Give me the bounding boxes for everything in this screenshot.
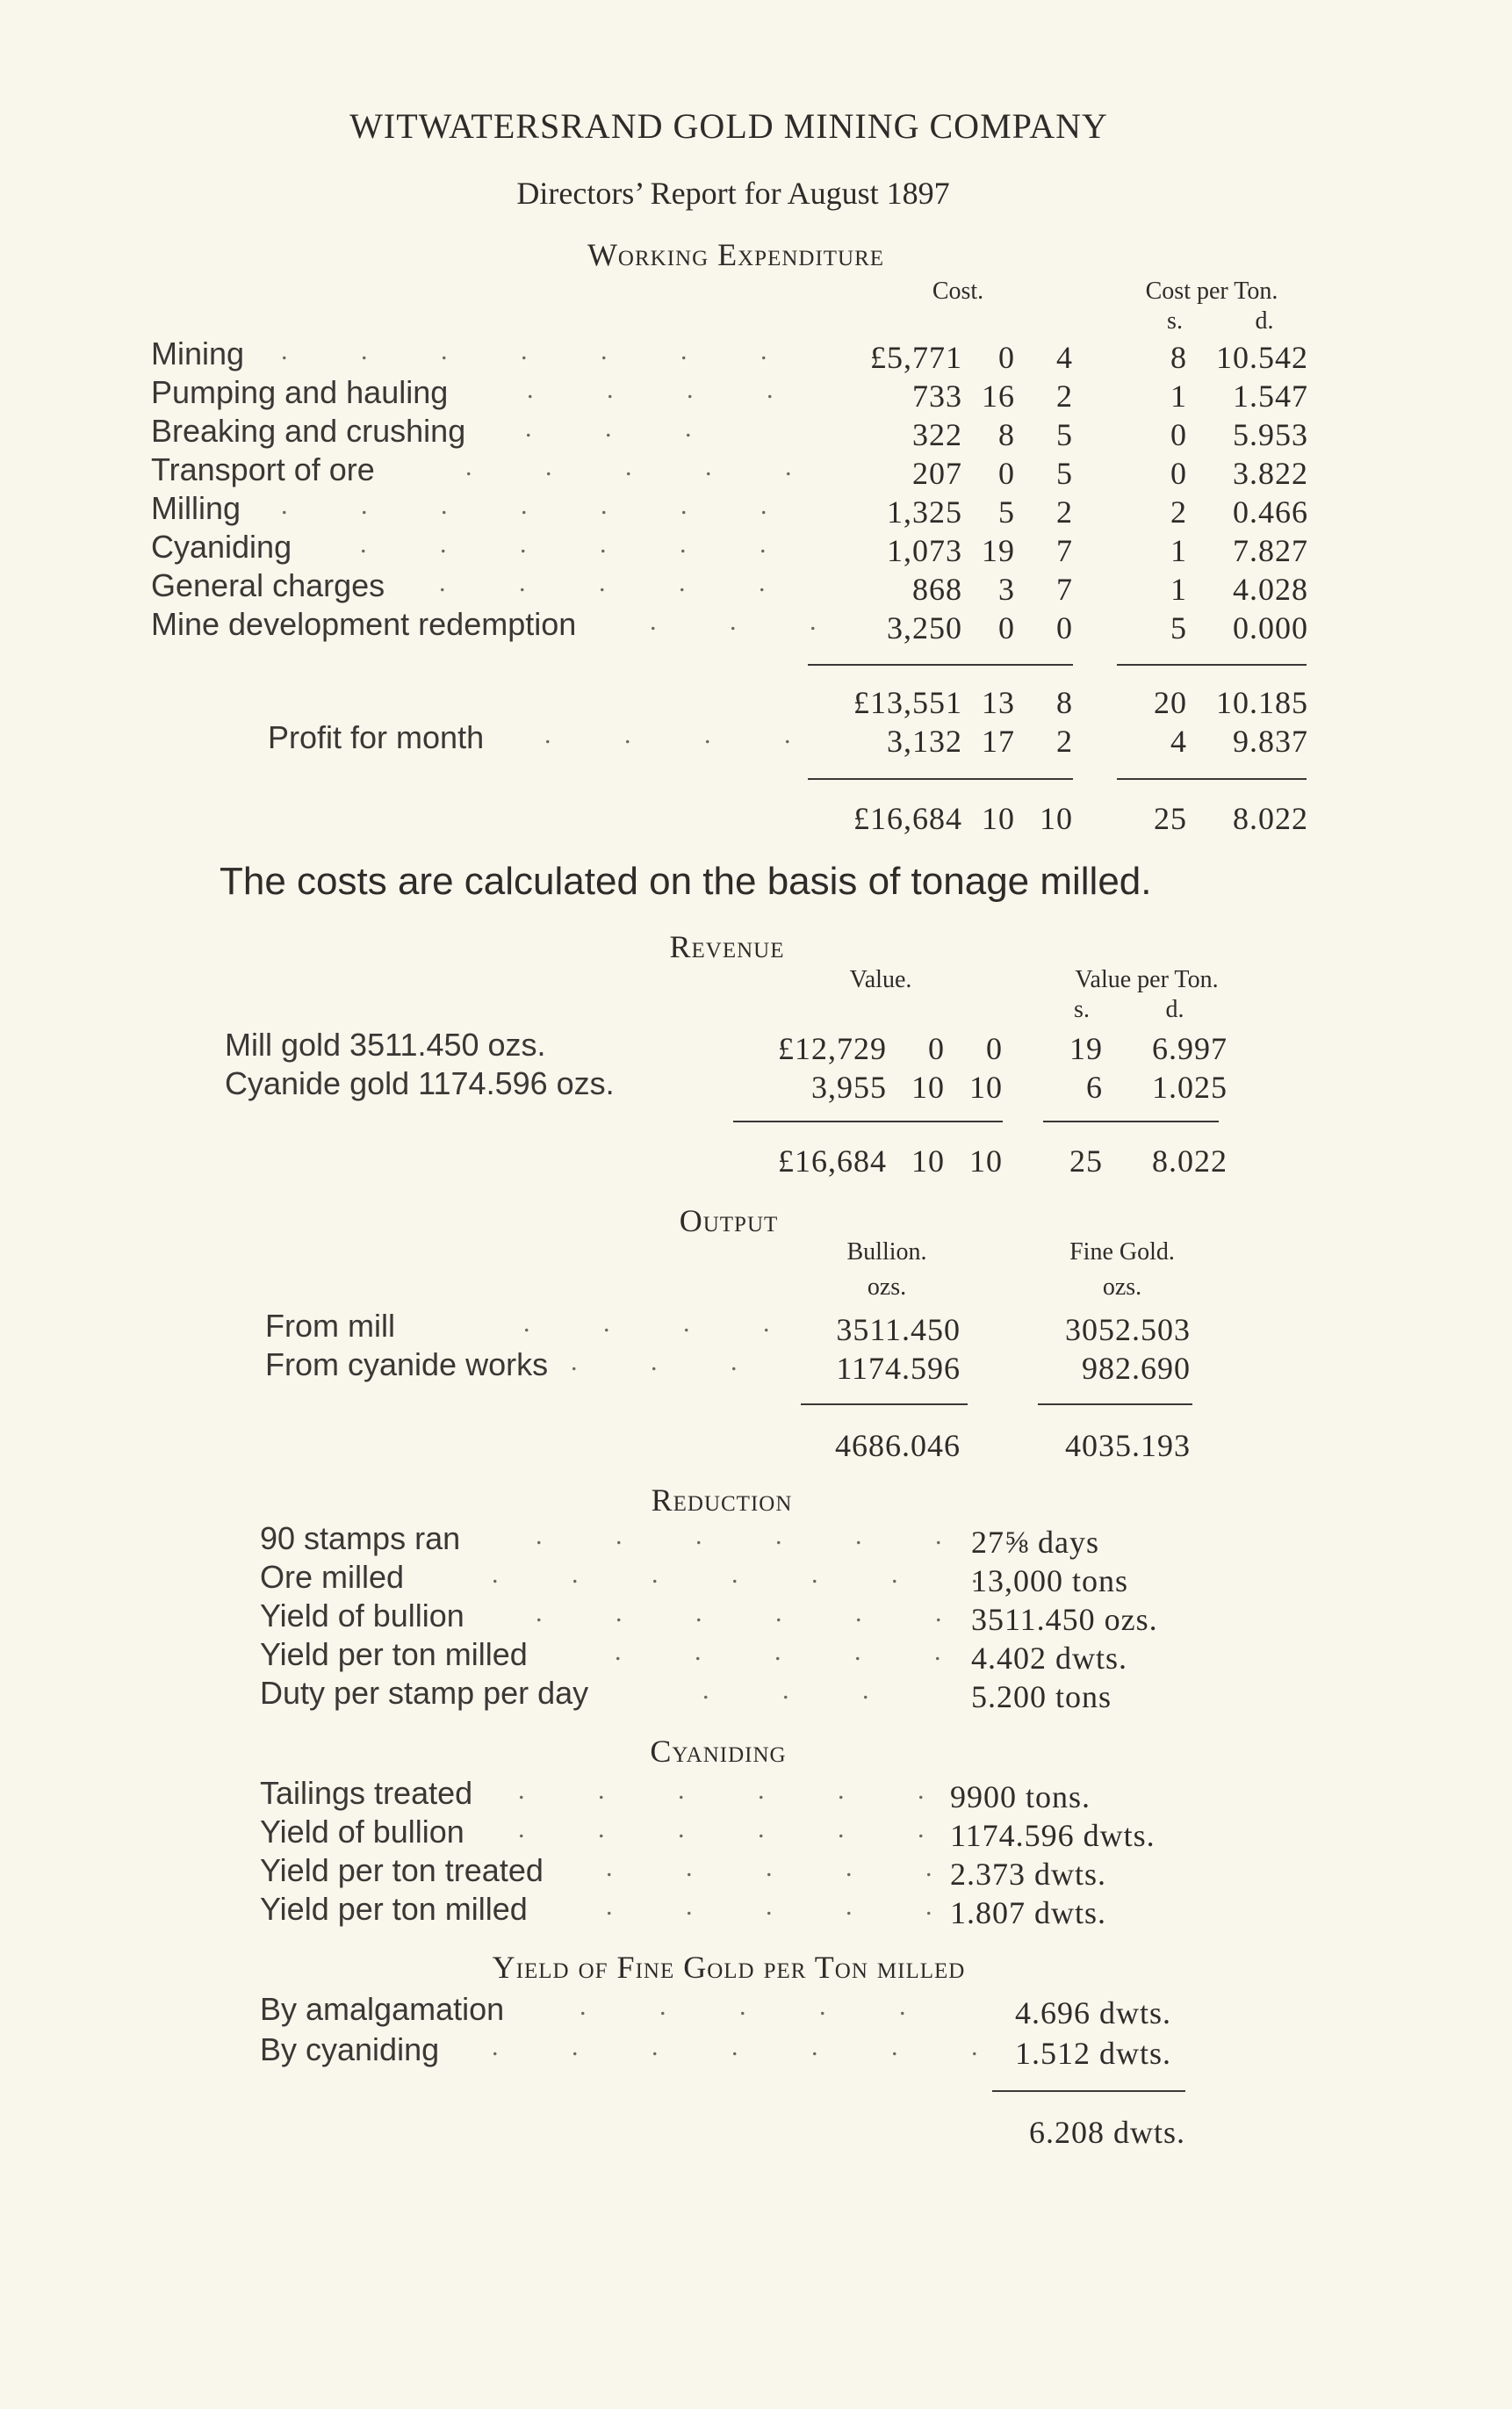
revenue-total-shillings: 10 [911,1143,945,1179]
expense-label: General charges [151,567,385,603]
subtotal-rule-cost [808,664,1073,666]
revenue-per-ton-d: 1.025 [1152,1070,1228,1105]
total-per-ton-s: 25 [1154,801,1187,836]
subtotal-rule-per-ton [1117,664,1307,666]
output-rule-bullion [801,1403,968,1405]
expense-label: Milling [151,490,241,526]
list-label: By amalgamation [260,1991,505,2027]
list-value: 13,000 tons [971,1563,1129,1598]
expense-per-ton-d: 5.953 [1233,417,1308,452]
expense-pounds: 1,073 [887,533,962,568]
total-rule-per-ton [1117,778,1307,780]
total-pounds: £16,684 [853,801,962,836]
expense-label: Pumping and hauling [151,374,449,410]
expense-label: Cyaniding [151,529,292,565]
expense-pence: 0 [1056,610,1073,646]
bullion-unit: ozs. [867,1273,907,1301]
revenue-rule-per-ton [1043,1121,1219,1122]
leader-dots: . . . . . [580,1992,940,2021]
rev-col-d-header: d. [1165,996,1184,1023]
expense-pounds: 1,325 [887,494,962,530]
profit-per-ton-d: 9.837 [1233,724,1308,759]
revenue-shillings: 10 [911,1070,945,1105]
leader-dots: . . . [571,1347,771,1376]
revenue-label: Mill gold 3511.450 ozs. [225,1027,546,1063]
output-fine-gold: 982.690 [1082,1351,1191,1386]
output-heading: Output [679,1203,779,1238]
revenue-total-pounds: £16,684 [778,1143,887,1179]
output-label: From cyanide works [265,1346,549,1382]
col-cost-header: Cost. [932,278,984,305]
list-label: Yield per ton treated [260,1852,544,1888]
expense-shillings: 0 [998,340,1015,375]
list-value: 27⅝ days [971,1525,1099,1560]
leader-dots: . . . [702,1676,903,1705]
subtotal-per-ton-s: 20 [1154,685,1187,720]
expense-pence: 5 [1056,456,1073,491]
company-title: WITWATERSRAND GOLD MINING COMPANY [349,106,1108,146]
expense-shillings: 3 [998,572,1015,607]
expense-pence: 7 [1056,572,1073,607]
leader-dots: . . . . . [606,1853,966,1882]
revenue-label: Cyanide gold 1174.596 ozs. [225,1065,615,1101]
leader-dots: . . . . . . . [281,491,801,520]
list-value: 1174.596 dwts. [950,1818,1156,1853]
revenue-total-pence: 10 [969,1143,1003,1179]
expense-per-ton-d: 1.547 [1233,379,1308,414]
col-bullion-header: Bullion. [846,1238,927,1266]
col-value-header: Value. [849,966,912,993]
expense-pounds: 868 [912,572,962,607]
revenue-shillings: 0 [928,1031,945,1066]
subtotal-pounds: £13,551 [853,685,962,720]
expense-per-ton-d: 7.827 [1233,533,1308,568]
expense-per-ton-s: 1 [1170,533,1187,568]
revenue-rule-value [733,1121,1003,1122]
expense-pence: 7 [1056,533,1073,568]
list-label: Yield per ton milled [260,1891,528,1927]
col-value-per-ton-header: Value per Ton. [1075,966,1219,993]
subtotal-pence: 8 [1056,685,1073,720]
total-rule-cost [808,778,1073,780]
list-value: 4.696 dwts. [1015,1995,1172,2030]
expense-per-ton-s: 1 [1170,572,1187,607]
list-value: 3511.450 ozs. [971,1602,1158,1637]
col-s-header: s. [1167,307,1183,335]
expense-per-ton-d: 4.028 [1233,572,1308,607]
expense-per-ton-s: 5 [1170,610,1187,646]
revenue-total-per-ton-d: 8.022 [1152,1143,1228,1179]
leader-dots: . . . . . . [518,1814,958,1843]
fine-yield-total: 6.208 dwts. [1028,2115,1185,2150]
expense-pence: 5 [1056,417,1073,452]
total-per-ton-d: 8.022 [1233,801,1308,836]
expense-pounds: 322 [912,417,962,452]
output-label: From mill [265,1308,395,1344]
expense-pence: 2 [1056,379,1073,414]
list-label: By cyaniding [260,2031,440,2067]
list-value: 1.807 dwts. [950,1895,1107,1930]
list-label: Yield of bullion [260,1814,464,1850]
output-bullion: 1174.596 [836,1351,961,1386]
list-value: 2.373 dwts. [950,1857,1107,1892]
expense-per-ton-s: 2 [1170,494,1187,530]
list-value: 1.512 dwts. [1015,2036,1172,2071]
leader-dots: . . . [650,607,850,636]
expense-label: Mine development redemption [151,606,577,642]
list-label: Yield of bullion [260,1598,464,1634]
report-subtitle: Directors’ Report for August 1897 [516,176,950,211]
expense-shillings: 8 [998,417,1015,452]
leader-dots: . . . . . [615,1637,975,1666]
output-bullion: 3511.450 [836,1312,961,1347]
expense-shillings: 16 [982,379,1015,414]
revenue-per-ton-s: 19 [1069,1031,1103,1066]
list-label: Tailings treated [260,1775,473,1811]
working-expenditure-heading: Working Expenditure [587,237,885,272]
expense-per-ton-s: 1 [1170,379,1187,414]
col-fine-gold-header: Fine Gold. [1069,1238,1175,1266]
list-value: 9900 tons. [950,1779,1091,1814]
expense-pounds: 3,250 [887,610,962,646]
fine-yield-rule [992,2090,1185,2092]
expense-pounds: 733 [912,379,962,414]
leader-dots: . . . . . . [536,1521,976,1550]
revenue-per-ton-d: 6.997 [1152,1031,1228,1066]
list-label: 90 stamps ran [260,1520,461,1556]
output-total-fine: 4035.193 [1065,1428,1191,1463]
leader-dots: . . . . . . . [281,336,801,365]
expense-per-ton-d: 10.542 [1216,340,1308,375]
leader-dots: . . . . . . [360,530,800,559]
revenue-pence: 0 [986,1031,1003,1066]
list-label: Ore milled [260,1559,405,1595]
expense-pounds: £5,771 [870,340,962,375]
total-shillings: 10 [982,801,1015,836]
list-label: Yield per ton milled [260,1636,528,1672]
profit-pounds: 3,132 [887,724,962,759]
expense-pence: 2 [1056,494,1073,530]
expense-label: Mining [151,335,245,371]
reduction-heading: Reduction [651,1482,793,1518]
subtotal-shillings: 13 [982,685,1015,720]
expense-per-ton-s: 0 [1170,456,1187,491]
fine-gold-unit: ozs. [1102,1273,1142,1301]
profit-leader-dots: . . . . [544,720,824,749]
leader-dots: . . . . . . . [492,2032,1012,2061]
profit-pence: 2 [1056,724,1073,759]
leader-dots: . . . . . . [518,1776,958,1805]
expense-shillings: 0 [998,456,1015,491]
leader-dots: . . . . . . [536,1598,976,1627]
expense-per-ton-s: 0 [1170,417,1187,452]
leader-dots: . . . . . [439,568,799,597]
list-value: 5.200 tons [971,1679,1112,1714]
output-total-bullion: 4686.046 [835,1428,961,1463]
revenue-per-ton-s: 6 [1086,1070,1103,1105]
expense-label: Breaking and crushing [151,413,466,449]
cyaniding-heading: Cyaniding [650,1734,787,1769]
output-fine-gold: 3052.503 [1065,1312,1191,1347]
expense-per-ton-d: 3.822 [1233,456,1308,491]
list-label: Duty per stamp per day [260,1675,589,1711]
expense-shillings: 19 [982,533,1015,568]
leader-dots: . . . . . [465,452,825,481]
revenue-heading: Revenue [669,929,785,964]
list-value: 4.402 dwts. [971,1641,1128,1676]
col-d-header: d. [1255,307,1274,335]
leader-dots: . . . [525,414,725,443]
revenue-pence: 10 [969,1070,1003,1105]
leader-dots: . . . . . [606,1892,966,1921]
leader-dots: . . . . [527,375,807,404]
costs-note: The costs are calculated on the basis of tonage milled. [220,860,1152,903]
expense-pence: 4 [1056,340,1073,375]
expense-per-ton-d: 0.466 [1233,494,1308,530]
leader-dots: . . . . [523,1309,803,1338]
col-cost-per-ton-header: Cost per Ton. [1145,278,1278,305]
profit-per-ton-s: 4 [1170,724,1187,759]
profit-label: Profit for month [268,719,485,755]
expense-pounds: 207 [912,456,962,491]
expense-per-ton-s: 8 [1170,340,1187,375]
output-rule-fine [1038,1403,1192,1405]
fine-yield-heading: Yield of Fine Gold per Ton milled [492,1950,966,1985]
profit-shillings: 17 [982,724,1015,759]
leader-dots: . . . . . . . [492,1560,1012,1589]
expense-per-ton-d: 0.000 [1233,610,1308,646]
total-pence: 10 [1040,801,1073,836]
subtotal-per-ton-d: 10.185 [1216,685,1308,720]
rev-col-s-header: s. [1074,996,1090,1023]
revenue-pounds: £12,729 [778,1031,887,1066]
expense-label: Transport of ore [151,451,375,487]
expense-shillings: 0 [998,610,1015,646]
revenue-total-per-ton-s: 25 [1069,1143,1103,1179]
revenue-pounds: 3,955 [811,1070,887,1105]
expense-shillings: 5 [998,494,1015,530]
